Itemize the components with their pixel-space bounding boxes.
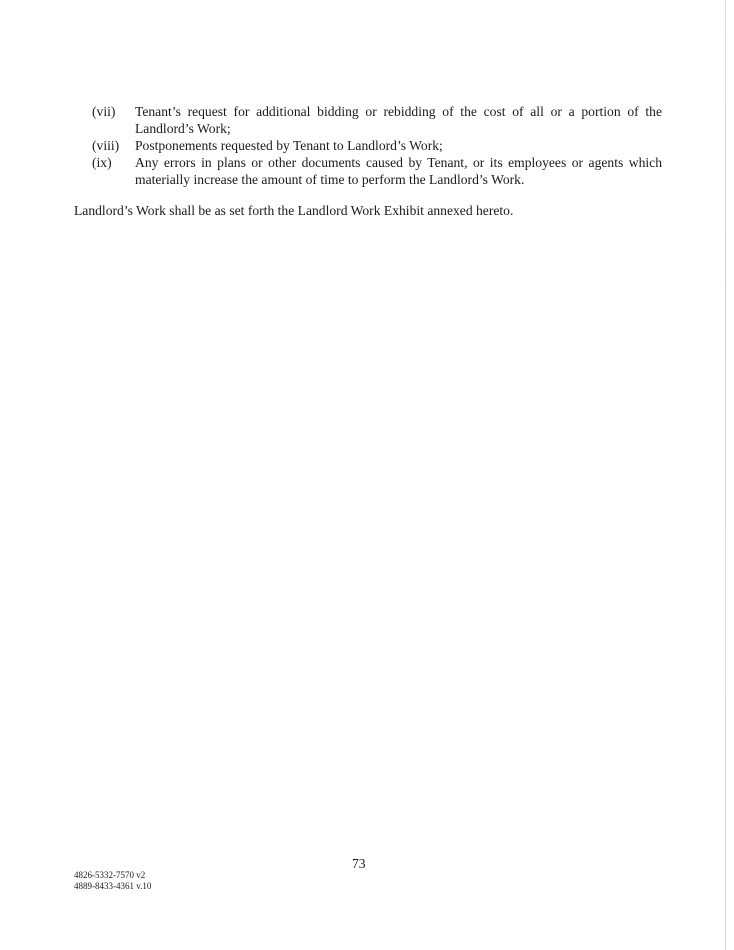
list-item-viii [92, 137, 662, 154]
list-item-ix [92, 154, 662, 188]
doc-id-line-1: 4826-5332-7570 v2 [74, 870, 146, 880]
doc-id-line-2: 4889-8433-4361 v.10 [74, 881, 152, 891]
list-marker: (ix) [92, 155, 112, 170]
body-paragraph: Landlord’s Work shall be as set forth the Landlord Work Exhibit annexed hereto. [74, 203, 514, 218]
list-item-vii [92, 103, 662, 137]
enumerated-list [92, 103, 662, 188]
page-number: 73 [352, 856, 366, 871]
list-item-text: Tenant’s request for additional bidding or rebidding of the cost of all or a portion of the Landlord’s Work; [135, 104, 662, 136]
list-marker: (viii) [92, 138, 120, 153]
list-marker: (vii) [92, 104, 116, 119]
list-item-text: Postponements requested by Tenant to Landlord’s Work; [135, 138, 443, 153]
list-item-text: Any errors in plans or other documents caused by Tenant, or its employees or agents which materially increase the amount of time to perform the Landlord’s Work. [135, 155, 662, 187]
scan-edge-line [725, 0, 726, 950]
document-identifiers [74, 870, 151, 892]
